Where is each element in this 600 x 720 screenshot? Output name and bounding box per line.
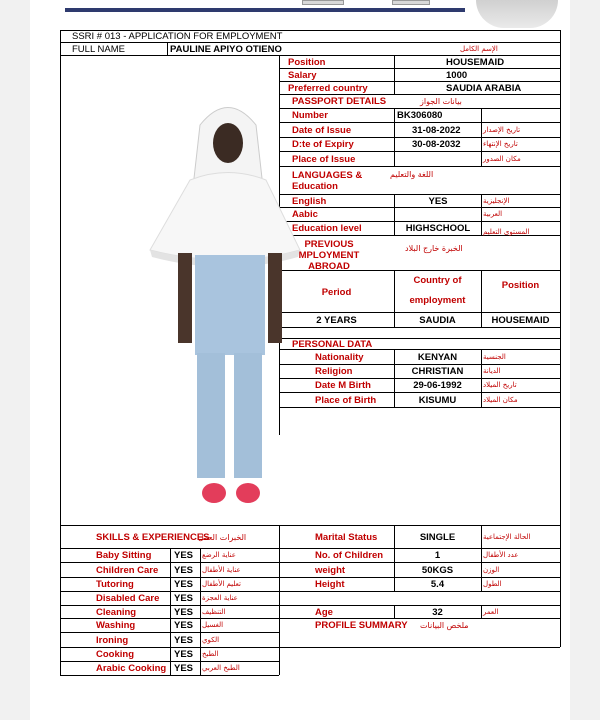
issue-date-label: Date of Issue xyxy=(292,124,352,136)
skill-arabic: عناية الأطفال xyxy=(202,565,241,574)
applicant-photo xyxy=(150,85,300,505)
preferred-country-label: Preferred country xyxy=(288,82,368,94)
skill-arabic: عناية العجزة xyxy=(202,594,238,602)
skills-title-arabic: الخبرات العمل xyxy=(198,532,247,542)
rule xyxy=(170,548,171,675)
rule xyxy=(394,55,395,94)
english-value: YES xyxy=(428,195,448,207)
rule xyxy=(200,548,201,675)
full-name-label: FULL NAME xyxy=(72,43,125,55)
skill-value: YES xyxy=(174,550,194,561)
skill-arabic: تعليم الأطفال xyxy=(202,580,241,588)
rule xyxy=(279,327,560,328)
profile-summary-arabic: ملخص البيانات xyxy=(420,621,469,630)
passport-number-value: BK306080 xyxy=(397,110,443,121)
skill-value: YES xyxy=(174,649,194,660)
marital-status-value: SINGLE xyxy=(419,531,456,543)
passport-title: PASSPORT DETAILS xyxy=(292,96,387,107)
education-arabic: المستوى التعليم xyxy=(483,227,530,236)
religion-value: CHRISTIAN xyxy=(411,366,464,377)
position-label: Position xyxy=(288,56,326,68)
nationality-value: KENYAN xyxy=(417,351,458,363)
header-bar xyxy=(65,8,465,12)
skill-arabic: الغسيل xyxy=(202,621,224,629)
children-label: No. of Children xyxy=(315,550,384,561)
religion-arabic: الديانة xyxy=(483,367,501,375)
rule xyxy=(279,407,560,408)
rule xyxy=(481,605,482,618)
country-value: SAUDIA xyxy=(419,314,456,326)
skill-label: Tutoring xyxy=(96,579,134,590)
top-button-right xyxy=(392,0,430,5)
previous-position-value: HOUSEMAID xyxy=(491,314,550,326)
previous-employment-title: PREVIOUS MPLOYMENT ABROAD xyxy=(298,238,360,272)
skill-arabic: الطبخ xyxy=(202,650,219,658)
skill-arabic: التنظيف xyxy=(202,607,226,616)
period-header: Period xyxy=(321,286,352,298)
position-header: Position xyxy=(501,279,540,291)
salary-value: 1000 xyxy=(446,69,468,81)
skill-arabic: عناية الرضع xyxy=(202,551,236,559)
skill-value: YES xyxy=(174,579,194,590)
languages-title: LANGUAGES & Education xyxy=(292,169,363,192)
skill-arabic: الطبخ العربي xyxy=(202,664,240,672)
rule xyxy=(279,525,280,647)
english-arabic: الإنجليزية xyxy=(483,196,510,205)
passport-title-arabic: بيانات الجواز xyxy=(420,97,462,106)
profile-summary-label: PROFILE SUMMARY xyxy=(315,620,408,631)
skill-arabic: الكوي xyxy=(202,635,220,644)
skill-value: YES xyxy=(174,606,194,618)
nationality-label: Nationality xyxy=(315,351,364,363)
expiry-date-arabic: تاريخ الإنتهاء xyxy=(483,140,518,148)
rule xyxy=(481,525,482,591)
height-value: 5.4 xyxy=(430,579,445,590)
education-value: HIGHSCHOOL xyxy=(405,223,471,234)
skill-value: YES xyxy=(174,620,194,631)
skill-label: Cooking xyxy=(96,649,134,660)
country-header: Country of employment xyxy=(409,275,466,306)
religion-label: Religion xyxy=(315,366,353,377)
skill-label: Disabled Care xyxy=(96,593,160,604)
weight-label: weight xyxy=(315,564,346,576)
nationality-arabic: الجنسية xyxy=(483,352,506,361)
salary-label: Salary xyxy=(288,69,317,81)
previous-employment-title-arabic: الخبرة خارج البلاد xyxy=(405,243,463,253)
rule xyxy=(60,647,61,675)
skill-value: YES xyxy=(174,593,194,604)
expiry-date-label: D:te of Expiry xyxy=(292,139,354,150)
rule xyxy=(279,647,280,675)
pob-value: KISUMU xyxy=(418,394,457,406)
rule xyxy=(481,194,482,235)
height-label: Height xyxy=(315,579,345,590)
skill-value: YES xyxy=(174,564,194,576)
children-value: 1 xyxy=(434,550,441,561)
application-form xyxy=(60,30,560,680)
pob-label: Place of Birth xyxy=(315,394,377,406)
skill-label: Arabic Cooking xyxy=(96,663,167,674)
arabic-label: Aabic xyxy=(292,209,318,220)
arabic-arabic: العربية xyxy=(483,210,503,218)
rule xyxy=(60,30,61,647)
skill-label: Ironing xyxy=(96,634,129,646)
full-name-arabic: الإسم الكامل xyxy=(460,44,498,53)
top-button-left xyxy=(302,0,344,5)
skill-value: YES xyxy=(174,663,194,674)
english-label: English xyxy=(292,195,327,207)
age-value: 32 xyxy=(432,606,443,618)
rule xyxy=(60,675,279,676)
education-label: Education level xyxy=(292,223,362,234)
pob-arabic: مكان الميلاد xyxy=(483,395,518,404)
languages-title-arabic: اللغة والتعليم xyxy=(390,169,434,179)
marital-status-arabic: الحالة الإجتماعية xyxy=(483,532,531,541)
skill-value: YES xyxy=(174,634,194,646)
age-arabic: العمر xyxy=(483,607,499,616)
personal-data-title: PERSONAL DATA xyxy=(292,338,373,350)
preferred-country-value: SAUDIA ARABIA xyxy=(446,82,522,94)
marital-status-label: Marital Status xyxy=(315,531,378,543)
dob-value: 29-06-1992 xyxy=(413,380,462,391)
dob-label: Date M Birth xyxy=(315,380,371,391)
skills-title: SKILLS & EXPERIENCES xyxy=(96,531,210,543)
rule xyxy=(167,42,168,55)
skill-label: Washing xyxy=(96,620,136,631)
form-title: SSRI # 013 - APPLICATION FOR EMPLOYMENT xyxy=(72,31,283,42)
height-arabic: الطول xyxy=(483,580,502,588)
place-of-issue-arabic: مكان الصدور xyxy=(483,154,521,163)
issue-date-arabic: تاريخ الإصدار xyxy=(483,125,521,134)
weight-arabic: الوزن xyxy=(483,565,500,574)
children-arabic: عدد الأطفال xyxy=(483,551,519,559)
rule xyxy=(560,30,561,647)
passport-number-label: Number xyxy=(292,110,328,121)
full-name-value: PAULINE APIYO OTIENO xyxy=(170,43,282,55)
place-of-issue-label: Place of Issue xyxy=(292,153,356,165)
weight-value: 50KGS xyxy=(421,564,454,576)
issue-date-value: 31-08-2022 xyxy=(412,124,461,136)
position-value: HOUSEMAID xyxy=(446,56,505,68)
expiry-date-value: 30-08-2032 xyxy=(412,139,461,150)
age-label: Age xyxy=(315,606,333,618)
period-value: 2 YEARS xyxy=(316,314,357,326)
skill-label: Children Care xyxy=(96,564,159,576)
dob-arabic: تاريخ الميلاد xyxy=(483,381,517,389)
skill-label: Cleaning xyxy=(96,606,137,618)
skill-label: Baby Sitting xyxy=(96,550,152,561)
